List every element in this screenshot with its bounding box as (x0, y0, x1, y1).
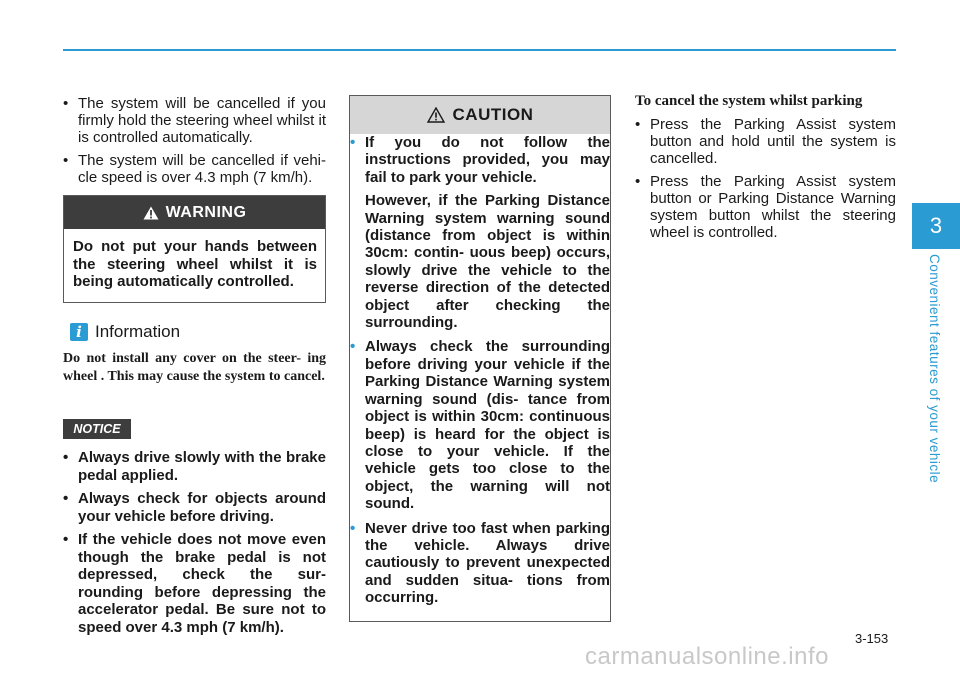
warning-text: Do not put your hands between the steering wheel whilst it is being automatically controlled. (73, 238, 317, 290)
notice-bullets (63, 449, 326, 636)
list-item: • The system will be cancelled if you firmly hold the steering wheel whilst it is controlled automatically. (63, 95, 326, 146)
caution-title: CAUTION (452, 105, 534, 124)
chapter-tab: 3 (912, 203, 960, 249)
notice-column (63, 449, 326, 642)
list-item: • The system will be cancelled if vehi- cle speed is over 4.3 mph (7 km/h). (63, 152, 326, 186)
warning-title: WARNING (165, 203, 247, 221)
left-intro-column (63, 95, 326, 192)
list-item: • Always check for objects around your vehicle before driving. (63, 490, 326, 525)
caution-box (349, 95, 611, 622)
caution-paragraph: • If you do not follow the instructions provided, you may fail to park your vehicle. (365, 134, 610, 186)
list-item: • Press the Parking Assist system button or Parking Distance Warning system button whilst the steering wheel is controlled. (635, 173, 896, 241)
list-item: • If the vehicle does not move even though the brake pedal is not depressed, check the sur- rounding before depressing the accelerator pedal. Be sure not to speed over 4.3 mph (7 km/h). (63, 531, 326, 636)
list-item: • Always check the surrounding before driving your vehicle if the Parking Distance Warning system warning sound (dis- tance from object is within 30cm: continuous beep) is heard for the object is close to your vehicle. If the vehicle gets too close to the object, the warning will not sound. (350, 338, 610, 512)
notice-label: NOTICE (63, 419, 131, 439)
caution-bullets (350, 134, 610, 607)
list-item: • Always drive slowly with the brake pedal applied. (63, 449, 326, 484)
information-heading (70, 322, 180, 342)
warning-header (64, 196, 325, 229)
intro-bullets (63, 95, 326, 186)
section-title: To cancel the system whilst parking (635, 93, 863, 109)
list-item: • Press the Parking Assist system button and hold until the system is cancelled. (635, 116, 896, 167)
cancel-bullets (635, 116, 896, 241)
list-item: • Never drive too fast when parking the vehicle. Always drive cautiously to prevent unexpected and sudden situa- tions from occurring. (350, 520, 610, 607)
watermark: carmanualsonline.info (585, 643, 829, 670)
page-number: 3-153 (855, 631, 889, 646)
caution-triangle-icon (427, 107, 445, 123)
info-icon: i (70, 323, 88, 341)
warning-box (63, 195, 326, 303)
caution-header (350, 96, 610, 134)
cancel-column (635, 116, 896, 247)
warning-triangle-icon (143, 206, 159, 220)
top-rule (63, 49, 896, 51)
information-text: Do not install any cover on the steer- ing wheel . This may cause the system to cancel. (63, 351, 326, 384)
chapter-title: Convenient features of your vehicle (927, 254, 942, 484)
information-title: Information (95, 322, 181, 341)
caution-paragraph: However, if the Parking Distance Warning system warning sound (distance from object is within 30cm: contin- uous beep) occurs, slowly drive the vehicle to the reverse direction of the detected object after checking the surrounding. (365, 192, 610, 332)
list-item (350, 134, 610, 331)
